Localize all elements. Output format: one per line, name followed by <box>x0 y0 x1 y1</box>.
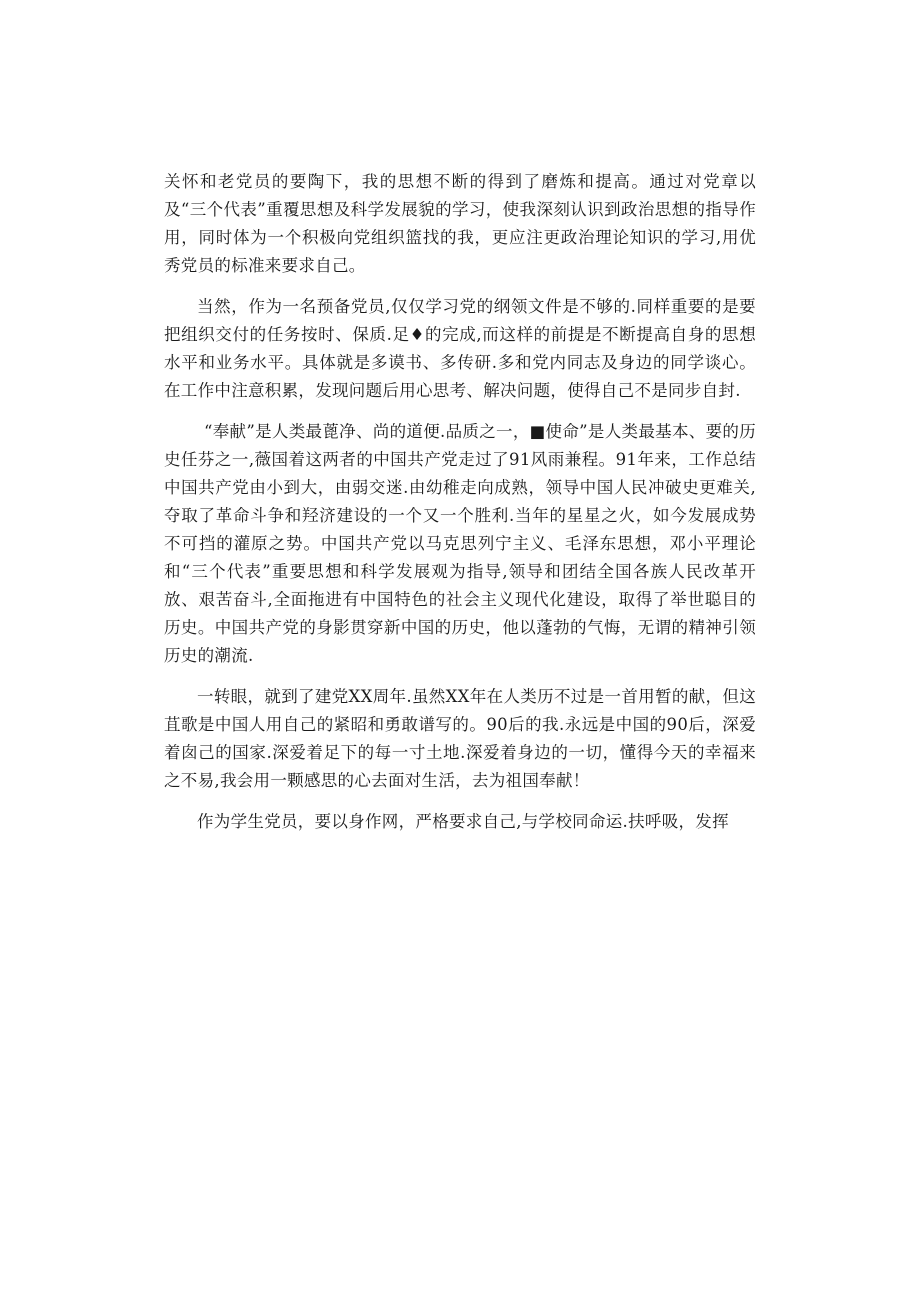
paragraph-3: “奉献”是人类最蓖净、尚的道便.品质之一，■使命”是人类最基本、要的历史任芬之一,薇国着这两者的中国共产党走过了91风雨兼程。91年来，工作总结中国共产党由小到大，由弱交迷.由幼稚走向成熟，领导中国人民冲破史更难关,夺取了革命斗争和羟济建设的一个又一个胜利.当年的星星之火，如今发展成势不可挡的灌原之势。中国共产党以马克思列宁主义、毛泽东思想，邓小平理论和“三个代表”重要思想和科学发展观为指导,领导和团结全国各族人民改革开放、艰苦奋斗,全面拖进有中国特色的社会主义现代化建设，取得了举世聪目的历史。中国共产党的身影贯穿新中国的历史，他以蓬勃的气悔，无谓的精神引领历史的潮流. <box>164 422 756 665</box>
paragraph-2: 当然，作为一名预备党员,仅仅学习党的纲领文件是不够的.同样重要的是要把组织交付的任务按时、保质.足♦的完成,而这样的前提是不断提高自身的思想水平和业务水平。具体就是多谟书、多传研.多和党内同志及身边的同学谈心。在工作中注意积累，发现问题后用心思考、解决问题，使得自己不是同步自封. <box>164 297 756 400</box>
paragraph-5: 作为学生党员，要以身作网，严格要求自己,与学校同命运.扶呼吸，发挥 <box>197 812 729 831</box>
paragraph-4: 一转眼，就到了建党XX周年.虽然XX年在人类历不过是一首用暂的献，但这苴歌是中国人用自己的紧昭和勇敢谱写的。90后的我.永远是中国的90后，深爱着囱己的国家.深爱着足下的每一寸土地.深爱着身边的一切，懂得今天的幸福来之不易,我会用一颗感思的心去面对生活，去为祖国奉献！ <box>164 687 756 790</box>
document-body <box>164 168 756 849</box>
paragraph-1: 关怀和老党员的要陶下，我的思想不断的得到了磨炼和提高。通过对党章以及“三个代表”重覆思想及科学发展貌的学习，使我深刻认识到政治思想的指导作用，同时体为一个积极向党组织篮找的我，更应注更政治理论知识的学习,用优秀党员的标准来要求自己。 <box>164 172 756 275</box>
